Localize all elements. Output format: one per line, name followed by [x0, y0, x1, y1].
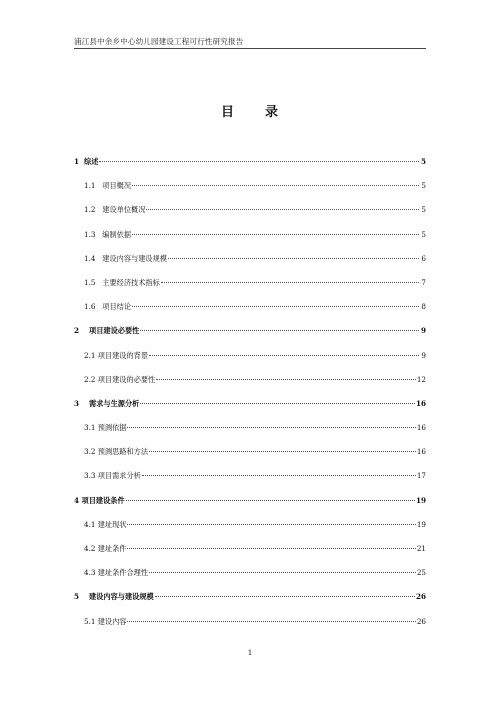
toc-section-entry[interactable] — [74, 423, 426, 447]
toc-section-entry[interactable] — [74, 181, 426, 205]
toc-section-entry[interactable] — [74, 568, 426, 592]
toc-section-entry[interactable] — [74, 254, 426, 278]
toc-dot-leader — [127, 524, 415, 525]
toc-entry-label: 4.2 建址条件 — [84, 544, 127, 553]
toc-entry-label: 1.4 建设内容与建设规模 — [84, 253, 167, 263]
toc-section-entry[interactable] — [74, 351, 426, 375]
toc-dot-leader — [140, 403, 415, 404]
toc-dot-leader — [140, 330, 419, 331]
toc-entry-page: 12 — [416, 374, 426, 384]
toc-dot-leader — [156, 379, 416, 380]
toc-entry-page: 8 — [421, 302, 426, 312]
toc-entry-label: 2.2 项目建设的必要性 — [84, 374, 156, 384]
toc-dot-leader — [168, 258, 419, 259]
toc-entry-page: 21 — [416, 544, 426, 553]
toc-entry-label: 1.3 编制依据 — [84, 229, 132, 239]
toc-entry-label: 4.3 建址条件合理性 — [84, 568, 149, 578]
toc-dot-leader — [127, 427, 415, 428]
toc-heading-char-1: 目 — [220, 105, 235, 120]
toc-entry-label: 4 项目建设条件 — [74, 495, 125, 505]
toc-entry-label: 1 综述 — [74, 157, 99, 166]
toc-dot-leader — [161, 282, 419, 283]
toc-entry-page: 26 — [415, 592, 426, 602]
toc-dot-leader — [132, 185, 419, 186]
toc-entry-label: 5.1 建设内容 — [84, 616, 127, 626]
toc-entry-page: 16 — [416, 423, 426, 433]
toc-entry-label: 2 项目建设必要性 — [74, 326, 140, 336]
toc-entry-label: 3 需求与生源分析 — [74, 398, 140, 408]
toc-chapter-entry[interactable] — [74, 326, 426, 350]
toc-chapter-entry[interactable] — [74, 592, 426, 616]
toc-entry-page: 6 — [421, 253, 426, 263]
toc-entry-page: 25 — [416, 568, 426, 578]
toc-entry-label: 1.1 项目概况 — [84, 181, 132, 191]
toc-section-entry[interactable] — [74, 302, 426, 326]
toc-section-entry[interactable] — [74, 230, 426, 254]
toc-entry-page: 19 — [416, 519, 426, 529]
toc-chapter-entry[interactable] — [74, 496, 426, 520]
toc-entry-label: 3.2 预测思路和方法 — [84, 447, 149, 457]
toc-section-entry[interactable] — [74, 447, 426, 471]
toc-dot-leader — [149, 572, 416, 573]
toc-entry-page: 19 — [415, 495, 426, 505]
toc-entry-label: 3.1 预测依据 — [84, 423, 127, 433]
toc-entry-page: 16 — [416, 447, 426, 457]
toc-section-entry[interactable] — [74, 617, 426, 641]
toc-entry-page: 26 — [416, 616, 426, 626]
toc-entry-page: 16 — [415, 398, 426, 408]
toc-section-entry[interactable] — [74, 544, 426, 568]
toc-section-entry[interactable] — [74, 471, 426, 495]
toc-section-entry[interactable] — [74, 278, 426, 302]
toc-section-entry[interactable] — [74, 520, 426, 544]
toc-entry-label: 2.1 项目建设的背景 — [84, 350, 149, 360]
toc-entry-page: 17 — [416, 471, 426, 481]
toc-entry-label: 3.3 项目需求分析 — [84, 471, 141, 481]
toc-entry-label: 1.2 建设单位概况 — [84, 205, 146, 215]
toc-entry-label: 5 建设内容与建设规模 — [74, 592, 154, 602]
toc-section-entry[interactable] — [74, 205, 426, 229]
toc-section-entry[interactable] — [74, 375, 426, 399]
toc-dot-leader — [142, 475, 416, 476]
running-header: 浦江县中余乡中心幼儿园建设工程可行性研究报告 — [74, 37, 244, 46]
toc-chapter-entry[interactable] — [74, 157, 426, 181]
toc-entry-page: 5 — [421, 205, 426, 215]
toc-dot-leader — [132, 306, 419, 307]
toc-entry-label: 4.1 建址现状 — [84, 519, 127, 529]
toc-dot-leader — [155, 596, 415, 597]
header-divider — [74, 48, 426, 49]
toc-chapter-entry[interactable] — [74, 399, 426, 423]
toc-dot-leader — [149, 451, 416, 452]
toc-dot-leader — [126, 500, 415, 501]
toc-entry-page: 9 — [420, 326, 426, 336]
toc-dot-leader — [99, 161, 419, 162]
toc-entry-label: 1.6 项目结论 — [84, 302, 132, 312]
toc-entry-page: 7 — [421, 277, 426, 287]
table-of-contents — [74, 157, 426, 641]
toc-heading — [0, 101, 500, 120]
page-number: 1 — [247, 648, 253, 657]
toc-entry-page: 5 — [421, 181, 426, 191]
toc-entry-page: 5 — [420, 157, 426, 166]
toc-dot-leader — [146, 209, 419, 210]
toc-heading-char-2: 录 — [265, 105, 280, 120]
toc-dot-leader — [132, 234, 419, 235]
toc-entry-page: 5 — [421, 229, 426, 239]
toc-dot-leader — [127, 621, 415, 622]
toc-entry-label: 1.5 主要经济技术指标 — [84, 277, 160, 287]
toc-dot-leader — [127, 548, 415, 549]
toc-entry-page: 9 — [421, 350, 426, 360]
toc-dot-leader — [149, 355, 419, 356]
